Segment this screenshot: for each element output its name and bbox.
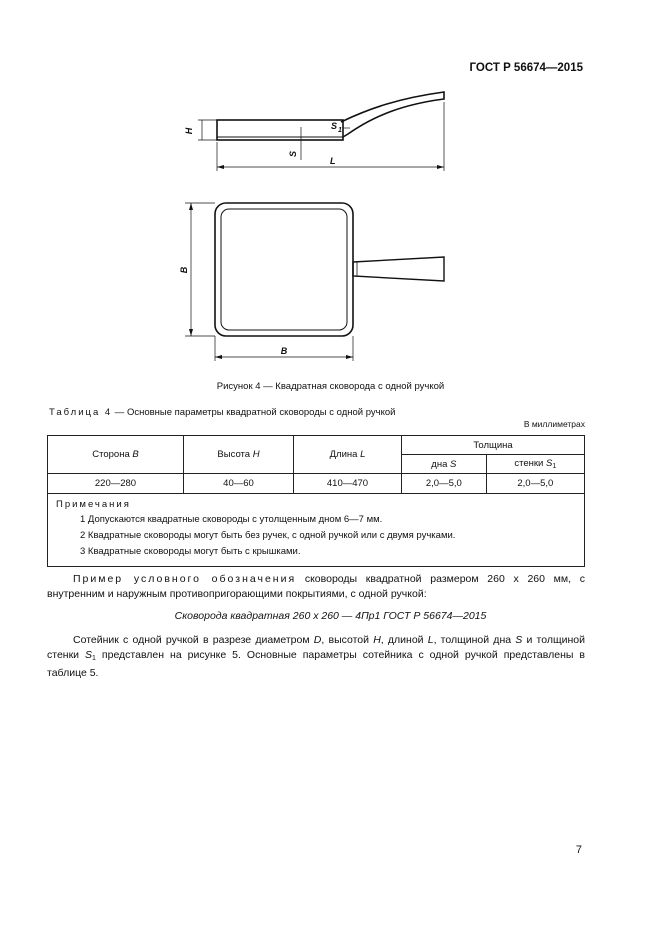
figure-caption: Рисунок 4 — Квадратная сковорода с одной ручкой	[216, 381, 445, 392]
note-item: 1 Допускаются квадратные сковороды с утолщенным дном 6—7 мм.	[80, 514, 383, 525]
pan-top-inner	[221, 209, 347, 330]
cell-wall: 2,0—5,0	[486, 474, 584, 494]
label-b-side: B	[179, 266, 189, 274]
table-title	[49, 407, 395, 418]
label-s1-sub: 1	[338, 127, 342, 134]
header-thickness: Толщина	[402, 436, 585, 455]
note-item: 2 Квадратные сковороды могут быть без ручек, с одной ручкой или с двумя ручками.	[80, 530, 456, 541]
pan-top-outer	[215, 203, 353, 336]
table-title-prefix: Таблица 4	[49, 407, 113, 418]
example-lead: Пример условного обозначения	[73, 573, 297, 585]
designation-example: Сковорода квадратная 260 х 260 — 4Пр1 ГОСТ Р 56674—2015	[174, 610, 487, 622]
example-text: сковороды квадратной размером 260 х 260 мм, с внутренним и наружным противопригорающими покрытиями, с одной ручкой:	[47, 573, 585, 600]
label-h: H	[184, 127, 194, 135]
cell-length: 410—470	[294, 474, 402, 494]
cell-bottom: 2,0—5,0	[402, 474, 487, 494]
table-notes	[48, 494, 585, 567]
header-wall: стенки $S_1$	[486, 455, 584, 474]
page-number: 7	[575, 844, 582, 856]
label-b-bottom: B	[280, 346, 288, 356]
cell-side: 220—280	[48, 474, 184, 494]
colander-paragraph: Сотейник с одной ручкой в разрезе диаметром D, высотой H, длиной L, толщиной дна S и толщиной стенки $S_1$ представлен на рисунке 5. Основные параметры сотейника с одной ручкой представлены в таблице 5.	[47, 634, 585, 679]
notes-title: Примечания	[56, 499, 131, 510]
parameters-table	[47, 435, 585, 567]
note-item: 3 Квадратные сковороды могут быть с крышками.	[80, 546, 301, 557]
top-view	[185, 203, 444, 361]
header-bottom: дна S	[402, 455, 487, 474]
header-length: Длина L	[294, 436, 402, 474]
document-header: ГОСТ Р 56674—2015	[469, 62, 583, 74]
cell-height: 40—60	[184, 474, 294, 494]
label-l: L	[330, 156, 336, 166]
frying-pan-drawing	[0, 0, 661, 400]
side-view	[198, 92, 444, 171]
label-s1: S	[331, 121, 338, 131]
pan-side-handle	[341, 92, 444, 137]
table-row	[48, 474, 585, 494]
label-s: S	[288, 150, 298, 158]
header-side: Сторона B	[48, 436, 184, 474]
example-paragraph	[47, 572, 585, 602]
table-units: В миллиметрах	[523, 419, 585, 429]
header-height: Высота H	[184, 436, 294, 474]
pan-top-handle	[353, 257, 444, 281]
table-title-rest: — Основные параметры квадратной сковороды с одной ручкой	[112, 407, 396, 418]
